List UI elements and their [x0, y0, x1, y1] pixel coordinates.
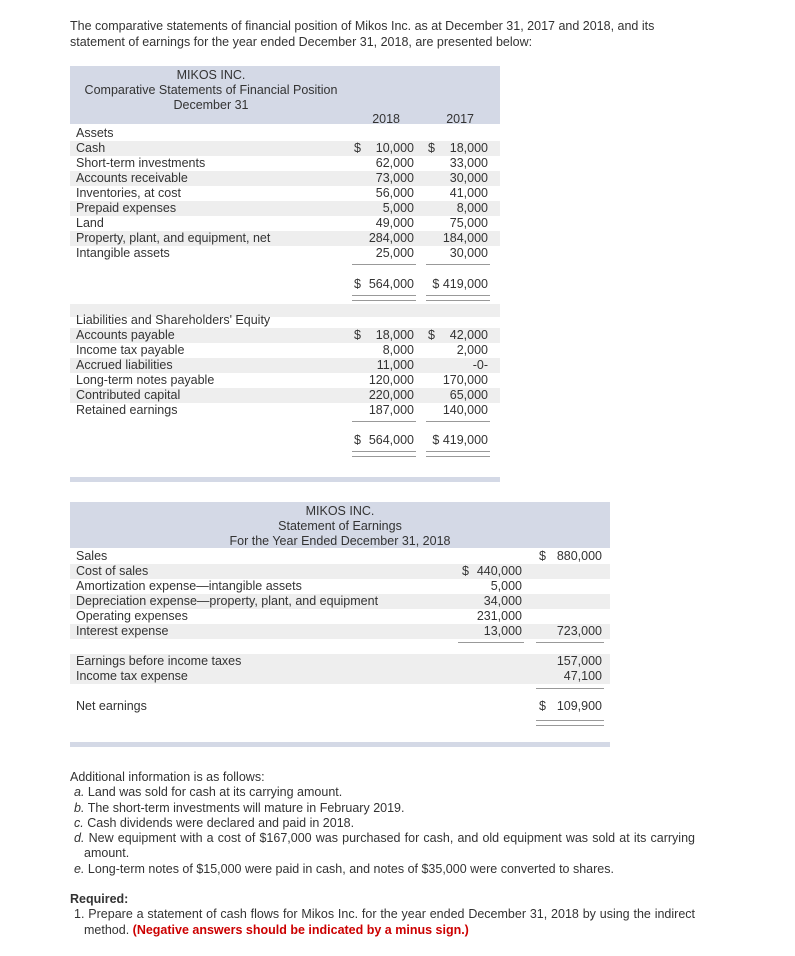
required-number: 1. — [74, 907, 85, 922]
liability-2017: 170,000 — [442, 373, 488, 387]
assets-total-2018: 564,000 — [368, 277, 414, 291]
asset-label: Intangible assets — [76, 246, 170, 260]
dollar-sign: $ — [539, 699, 546, 713]
total-double-rule — [426, 295, 490, 301]
expense-label: Depreciation expense—property, plant, and equipment — [76, 594, 379, 608]
liability-2018: 11,000 — [376, 358, 414, 372]
required-section — [70, 892, 695, 938]
asset-label: Short-term investments — [76, 156, 206, 170]
expense-value: 5,000 — [490, 579, 522, 593]
expense-label: Amortization expense—intangible assets — [76, 579, 302, 593]
subtotal-rule — [426, 421, 490, 422]
info-item — [70, 862, 695, 877]
info-item-text: Cash dividends were declared and paid in 2018. — [87, 815, 355, 830]
info-item-letter: b. — [74, 800, 85, 815]
asset-label: Inventories, at cost — [76, 186, 181, 200]
expense-value: 231,000 — [476, 609, 522, 623]
expense-label: Cost of sales — [76, 564, 149, 578]
dollar-sign: $ — [539, 549, 546, 563]
assets-total-2017: $ 419,000 — [432, 277, 488, 291]
is-title: Statement of Earnings — [278, 519, 402, 533]
expense-value: 13,000 — [483, 624, 522, 638]
liability-label: Contributed capital — [76, 388, 181, 402]
asset-2018: 25,000 — [375, 246, 414, 260]
table-bottom-bar — [70, 477, 500, 482]
additional-information — [70, 770, 695, 877]
asset-2017: 30,000 — [449, 246, 488, 260]
asset-2017: 8,000 — [456, 201, 488, 215]
sales-value: 880,000 — [556, 549, 602, 563]
total-double-rule — [352, 451, 416, 457]
bs-date: December 31 — [173, 98, 249, 112]
asset-2017: 18,000 — [449, 141, 488, 155]
asset-2017: 41,000 — [449, 186, 488, 200]
asset-2017: 184,000 — [442, 231, 488, 245]
is-period: For the Year Ended December 31, 2018 — [229, 534, 451, 548]
total-expenses: 723,000 — [556, 624, 602, 638]
bs-col-2018: 2018 — [372, 112, 400, 126]
subtotal-rule — [426, 264, 490, 265]
liability-label: Long-term notes payable — [76, 373, 215, 387]
asset-label: Land — [76, 216, 104, 230]
liability-2017: 65,000 — [449, 388, 488, 402]
dollar-sign: $ — [428, 328, 435, 342]
required-heading: Required: — [70, 892, 129, 906]
asset-label: Property, plant, and equipment, net — [76, 231, 271, 245]
net-earnings-value: 109,900 — [556, 699, 602, 713]
liability-2018: 220,000 — [368, 388, 414, 402]
net-earnings-label: Net earnings — [76, 699, 147, 713]
total-double-rule — [426, 451, 490, 457]
liability-label: Accrued liabilities — [76, 358, 173, 372]
balance-sheet-header — [70, 66, 500, 124]
tax-value: 47,100 — [563, 669, 602, 683]
income-statement-table — [70, 502, 610, 748]
table-bottom-bar — [70, 742, 610, 747]
liab-total-2018: 564,000 — [368, 433, 414, 447]
dollar-sign: $ — [354, 433, 361, 447]
liability-label: Income tax payable — [76, 343, 185, 357]
is-company-name: MIKOS INC. — [305, 504, 375, 518]
asset-label: Cash — [76, 141, 106, 155]
required-text: Prepare a statement of cash flows for Mikos Inc. for the year ended December 31, 2018 by using the indirect method. — [84, 907, 695, 937]
info-item-letter: e. — [74, 861, 85, 876]
info-item — [70, 831, 695, 862]
total-double-rule — [352, 295, 416, 301]
subtotal-rule — [352, 421, 416, 422]
row-band — [70, 564, 610, 579]
liability-label: Accounts payable — [76, 328, 175, 342]
liabilities-heading: Liabilities and Shareholders' Equity — [76, 313, 271, 327]
bs-company-name: MIKOS INC. — [176, 68, 246, 82]
dollar-sign: $ — [354, 141, 361, 155]
info-item-text: New equipment with a cost of $167,000 was purchased for cash, and old equipment was sold at its carrying amount. — [84, 831, 695, 861]
asset-2018: 5,000 — [382, 201, 414, 215]
subtotal-rule — [536, 688, 604, 689]
expense-value: 34,000 — [483, 594, 522, 608]
expense-label: Operating expenses — [76, 609, 188, 623]
info-item-text: The short-term investments will mature in February 2019. — [87, 800, 405, 815]
ebt-value: 157,000 — [556, 654, 602, 668]
dollar-sign: $ — [462, 564, 469, 578]
dollar-sign: $ — [354, 328, 361, 342]
liability-2018: 8,000 — [382, 343, 414, 357]
liability-label: Retained earnings — [76, 403, 178, 417]
subtotal-rule — [458, 642, 524, 643]
balance-sheet-table — [70, 66, 500, 482]
asset-label: Prepaid expenses — [76, 201, 177, 215]
liability-2017: -0- — [472, 358, 488, 372]
asset-2018: 284,000 — [368, 231, 414, 245]
dollar-sign: $ — [354, 277, 361, 291]
expense-label: Interest expense — [76, 624, 169, 638]
asset-2017: 33,000 — [449, 156, 488, 170]
asset-2018: 49,000 — [375, 216, 414, 230]
bs-title: Comparative Statements of Financial Position — [84, 83, 338, 97]
additional-heading: Additional information is as follows: — [70, 770, 265, 784]
subtotal-rule — [352, 264, 416, 265]
info-item — [70, 785, 695, 800]
dollar-sign: $ — [428, 141, 435, 155]
assets-heading: Assets — [76, 126, 114, 140]
info-item — [70, 816, 695, 831]
required-note: (Negative answers should be indicated by a minus sign.) — [132, 922, 469, 937]
ebt-label: Earnings before income taxes — [76, 654, 242, 668]
asset-2018: 73,000 — [375, 171, 414, 185]
info-item — [70, 801, 695, 816]
sales-label: Sales — [76, 549, 108, 563]
total-double-rule — [536, 720, 604, 726]
income-statement-header — [70, 502, 610, 548]
asset-label: Accounts receivable — [76, 171, 188, 185]
intro-text: The comparative statements of financial position of Mikos Inc. as at December 31, 2017 and 2018, and its statement of earnings for the year ended December 31, 2018, are presented below: — [70, 19, 655, 49]
liability-2018: 187,000 — [368, 403, 414, 417]
subtotal-rule — [536, 642, 604, 643]
asset-2018: 10,000 — [375, 141, 414, 155]
liability-2017: 2,000 — [456, 343, 488, 357]
asset-2017: 30,000 — [449, 171, 488, 185]
tax-label: Income tax expense — [76, 669, 188, 683]
asset-2018: 56,000 — [375, 186, 414, 200]
liab-total-2017: $ 419,000 — [432, 433, 488, 447]
bs-col-2017: 2017 — [446, 112, 474, 126]
liability-2017: 140,000 — [442, 403, 488, 417]
info-item-letter: d. — [74, 831, 85, 846]
info-item-letter: c. — [74, 815, 84, 830]
liability-2018: 120,000 — [368, 373, 414, 387]
required-item — [70, 907, 695, 938]
liability-2017: 42,000 — [449, 328, 488, 342]
asset-2018: 62,000 — [375, 156, 414, 170]
liability-2018: 18,000 — [375, 328, 414, 342]
asset-2017: 75,000 — [449, 216, 488, 230]
info-item-text: Long-term notes of $15,000 were paid in cash, and notes of $35,000 were converted to shares. — [87, 861, 614, 876]
info-item-letter: a. — [74, 785, 85, 800]
info-item-text: Land was sold for cash at its carrying amount. — [87, 785, 343, 800]
expense-value: 440,000 — [476, 564, 522, 578]
